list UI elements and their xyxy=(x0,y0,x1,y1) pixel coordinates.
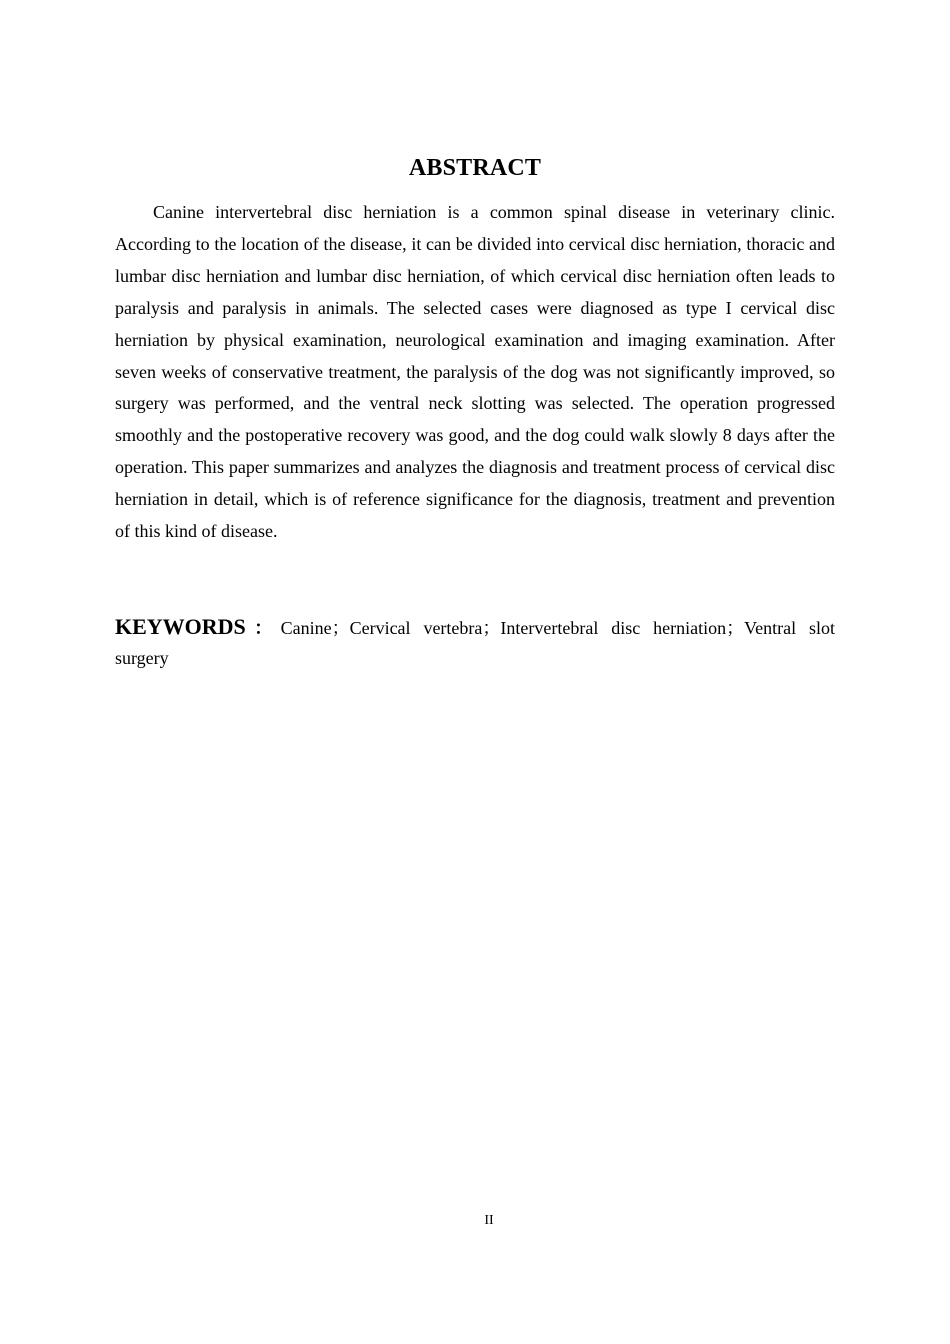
page-number: II xyxy=(484,1213,494,1228)
keywords-label: KEYWORDS xyxy=(115,614,246,639)
keywords-line xyxy=(115,612,835,673)
abstract-title: ABSTRACT xyxy=(408,155,542,181)
keywords-text: Canine；Cervical vertebra；Intervertebral disc herniation；Ventral slot surgery xyxy=(115,618,835,668)
abstract-paragraph: Canine intervertebral disc herniation is a common spinal disease in veterinary clinic. According to the location of the disease, it can be divided into cervical disc herniation, thoracic and lumbar disc herniation and lumbar disc herniation, of which cervical disc herniation often leads to paralysis and paralysis in animals. The selected cases were diagnosed as type I cervical disc herniation by physical examination, neurological examination and imaging examination. After seven weeks of conservative treatment, the paralysis of the dog was not significantly improved, so surgery was performed, and the ventral neck slotting was selected. The operation progressed smoothly and the postoperative recovery was good, and the dog could walk slowly 8 days after the operation. This paper summarizes and analyzes the diagnosis and treatment process of cervical disc herniation in detail, which is of reference significance for the diagnosis, treatment and prevention of this kind of disease. xyxy=(115,202,835,542)
keywords-separator: ： xyxy=(245,618,281,638)
